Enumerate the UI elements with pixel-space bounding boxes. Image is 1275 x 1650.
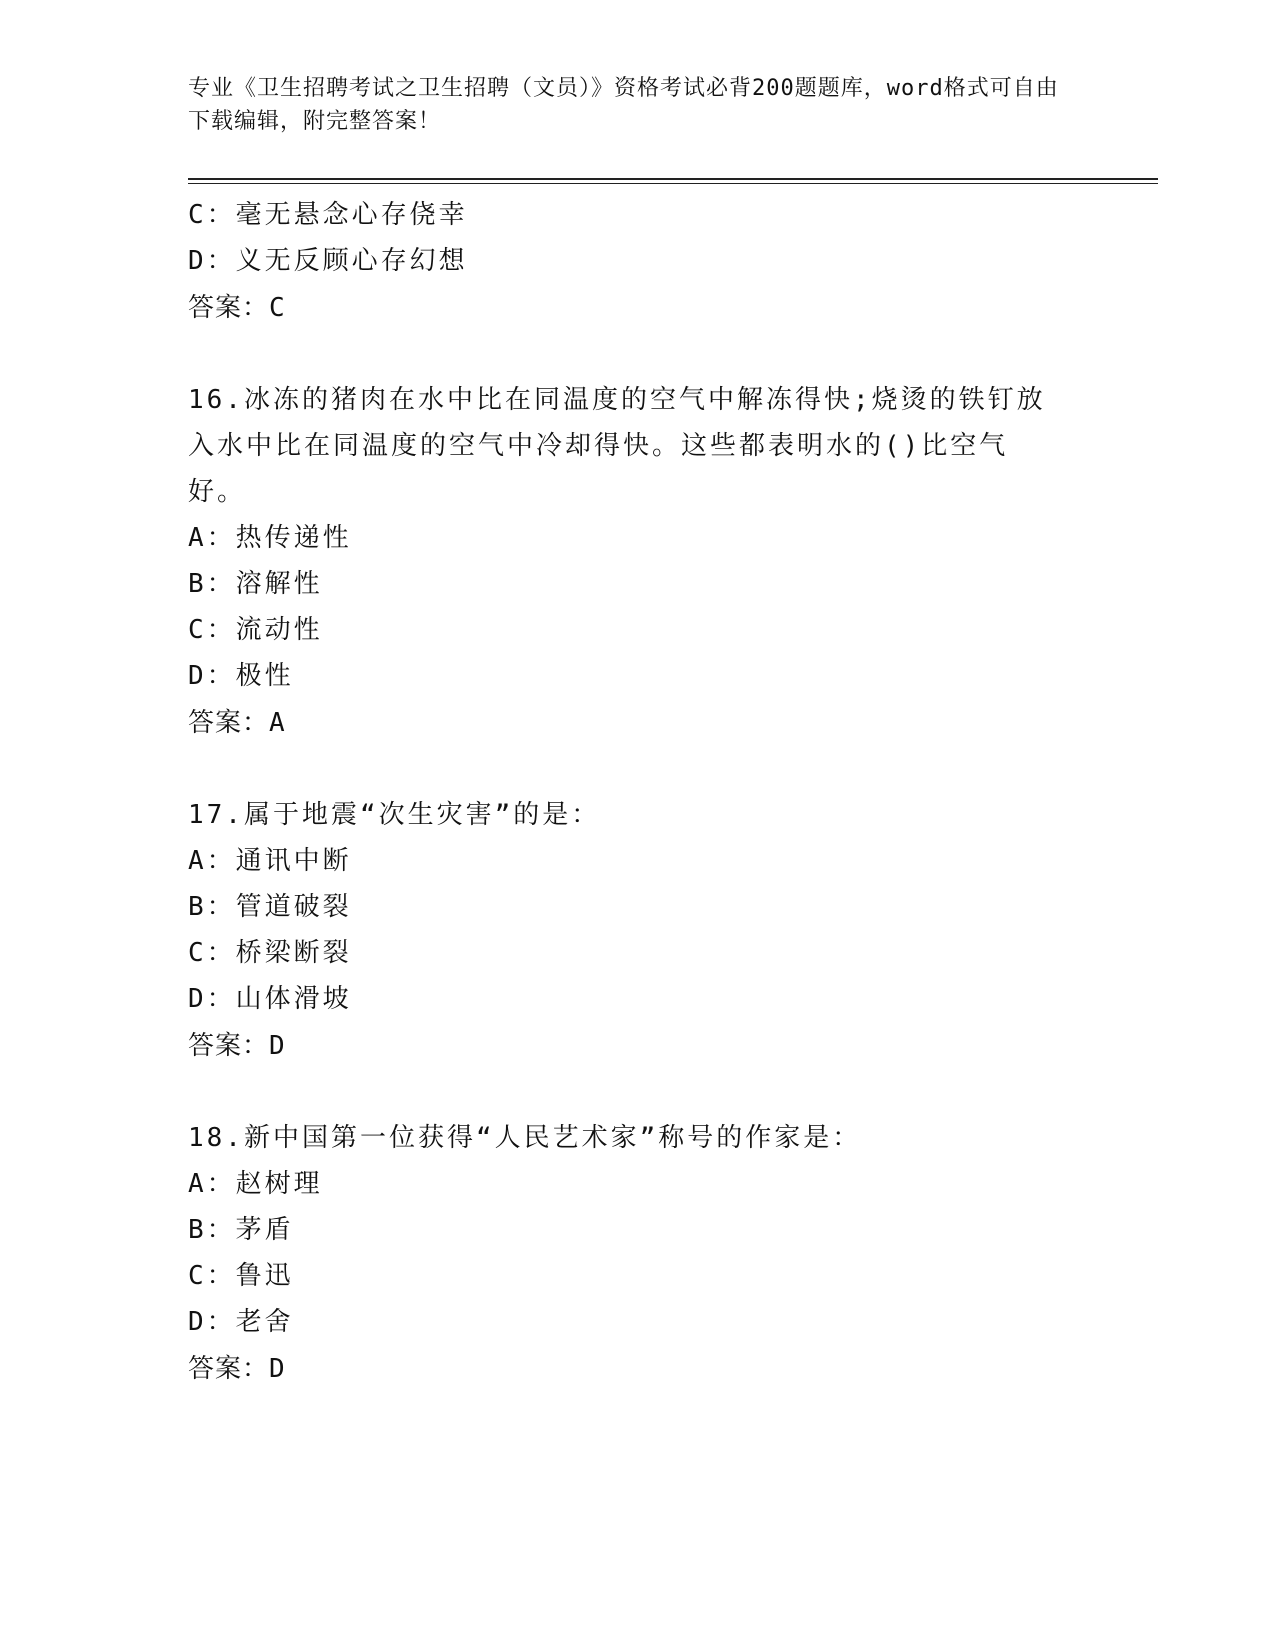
option-d: D：义无反顾心存幻想 [188, 246, 468, 276]
answer-line: 答案：C [188, 292, 286, 323]
question-stem: 18.新中国第一位获得“人民艺术家”称号的作家是： [188, 1123, 862, 1153]
question-16 [188, 377, 1158, 746]
document-page [188, 72, 1158, 1392]
option-d: D：极性 [188, 661, 294, 691]
header-divider-thin [188, 183, 1158, 184]
option-a: A：通讯中断 [188, 846, 352, 876]
spacer [188, 331, 1158, 377]
option-c: C：毫无悬念心存侥幸 [188, 200, 468, 230]
document-header: 专业《卫生招聘考试之卫生招聘（文员）》资格考试必背200题题库，word格式可自由下载编辑，附完整答案！ [188, 76, 1059, 134]
question-stem: 17.属于地震“次生灾害”的是： [188, 800, 601, 830]
document-content [188, 192, 1158, 1392]
question-continued [188, 192, 1158, 331]
option-a: A：赵树理 [188, 1169, 323, 1199]
answer-line: 答案：D [188, 1030, 286, 1061]
option-b: B：溶解性 [188, 569, 323, 599]
header-divider-thick [188, 178, 1158, 180]
option-c: C：流动性 [188, 615, 323, 645]
spacer [188, 746, 1158, 792]
question-18 [188, 1115, 1158, 1392]
option-b: B：管道破裂 [188, 892, 352, 922]
option-b: B：茅盾 [188, 1215, 294, 1245]
answer-line: 答案：A [188, 707, 286, 738]
question-stem: 16.冰冻的猪肉在水中比在同温度的空气中解冻得快;烧烫的铁钉放入水中比在同温度的空气中冷却得快。这些都表明水的()比空气好。 [188, 385, 1046, 507]
question-17 [188, 792, 1158, 1069]
option-d: D：老舍 [188, 1307, 294, 1337]
option-c: C：桥梁断裂 [188, 938, 352, 968]
answer-line: 答案：D [188, 1353, 286, 1384]
option-a: A：热传递性 [188, 523, 352, 553]
option-d: D：山体滑坡 [188, 984, 352, 1014]
spacer [188, 1069, 1158, 1115]
option-c: C：鲁迅 [188, 1261, 294, 1291]
